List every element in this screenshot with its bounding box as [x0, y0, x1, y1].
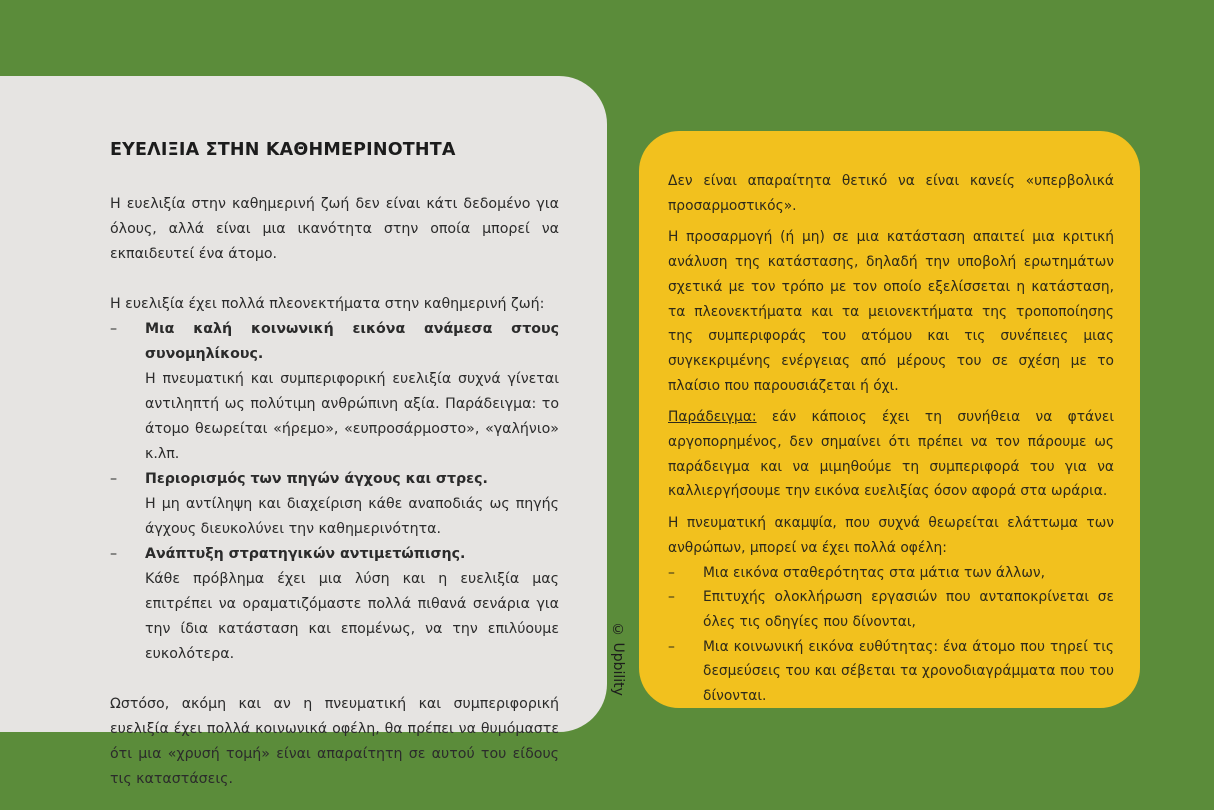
list-dash: –: [668, 589, 675, 606]
list-item-text: Μια κοινωνική εικόνα ευθύτητας: ένα άτομο που τηρεί τις δεσμεύσεις του και σέβεται τα χρονοδιαγράμματα που του δίνονται.: [703, 638, 1114, 705]
right-paragraph-4: Η πνευματική ακαμψία, που συχνά θεωρείται ελάττωμα των ανθρώπων, μπορεί να έχει πολλά οφέλη:: [668, 515, 1114, 556]
list-dash: –: [110, 471, 118, 487]
intro-paragraph: Η ευελιξία στην καθημερινή ζωή δεν είναι κάτι δεδομένο για όλους, αλλά είναι μια ικανότητα στην οποία μπορεί να εκπαιδευτεί ένα άτομο.: [110, 196, 559, 262]
list-item-heading: Μια καλή κοινωνική εικόνα ανάμεσα στους συνομηλίκους.: [145, 321, 559, 362]
list-item-heading: Περιορισμός των πηγών άγχους και στρες.: [145, 471, 488, 487]
list-item-heading: Ανάπτυξη στρατηγικών αντιμετώπισης.: [145, 546, 466, 562]
list-dash: –: [110, 546, 118, 562]
list-item: [668, 585, 1114, 634]
list-item: [110, 317, 559, 467]
list-item-body: Η πνευματική και συμπεριφορική ευελιξία συχνά γίνεται αντιληπτή ως πολύτιμη ανθρώπινη αξία. Παράδειγμα: το άτομο θεωρείται «ήρεμο», «ευπροσάρμοστο», «γαλήνιο» κ.λπ.: [145, 371, 559, 462]
spacer: [110, 667, 559, 692]
list-item: [110, 467, 559, 542]
list-item-text: Μια εικόνα σταθερότητας στα μάτια των άλλων,: [703, 564, 1045, 581]
example-text: εάν κάποιος έχει τη συνήθεια να φτάνει αργοπορημένος, δεν σημαίνει ότι πρέπει να τον πάρουμε ως παράδειγμα και να μιμηθούμε τη συμπεριφορά του για να καλλιεργήσουμε την εικόνα ευελιξίας όσον αφορά στα ωράρια.: [668, 409, 1114, 500]
list-item: [668, 561, 1114, 586]
list-item-body: Κάθε πρόβλημα έχει μια λύση και η ευελιξία μας επιτρέπει να οραματιζόμαστε πολλά πιθανά σενάρια για την ίδια κατάσταση και επομένως, να την επιλύουμε ευκολότερα.: [145, 571, 559, 662]
closing-paragraph: Ωστόσο, ακόμη και αν η πνευματική και συμπεριφορική ευελιξία έχει πολλά κοινωνικά οφέλη, θα πρέπει να θυμόμαστε ότι μια «χρυσή τομή» είναι απαραίτητη σε αυτού του είδους τις καταστάσεις.: [110, 696, 559, 787]
copyright-notice: © Upbility: [610, 622, 626, 696]
benefits-list: [110, 317, 559, 667]
right-paragraph-2: Η προσαρμογή (ή μη) σε μια κατάσταση απαιτεί μια κριτική ανάλυση της κατάστασης, δηλαδή την υποβολή ερωτημάτων σχετικά με τον τρόπο με τον οποίο εξελίσσεται η κατάσταση, τα πλεονεκτήματα και τα μειονεκτήματα της τροποποίησης της συμπεριφοράς του ατόμου και τις συνέπειες μιας συγκεκριμένης ενέργειας από μέρους του σε σχέση με το πλαίσιο που παρουσιάζεται ή όχι.: [668, 229, 1114, 394]
list-dash: –: [668, 638, 675, 655]
list-intro: Η ευελιξία έχει πολλά πλεονεκτήματα στην καθημερινή ζωή:: [110, 296, 545, 312]
list-item: [668, 635, 1114, 709]
right-card: [639, 131, 1140, 708]
spacer: [110, 267, 559, 292]
list-dash: –: [110, 321, 118, 337]
example-label: Παράδειγμα:: [668, 409, 757, 426]
example-paragraph: [668, 405, 1114, 504]
left-card: [0, 76, 607, 787]
section-title: ΕΥΕΛΙΞΙΑ ΣΤΗΝ ΚΑΘΗΜΕΡΙΝΟΤΗΤΑ: [110, 140, 456, 160]
rigidity-benefits-list: [668, 561, 1114, 709]
list-dash: –: [668, 564, 675, 581]
right-paragraph-1: Δεν είναι απαραίτητα θετικό να είναι κανείς «υπερβολικά προσαρμοστικός».: [668, 173, 1114, 214]
list-item-text: Επιτυχής ολοκλήρωση εργασιών που ανταποκρίνεται σε όλες τις οδηγίες που δίνονται,: [703, 589, 1114, 630]
list-item-body: Η μη αντίληψη και διαχείριση κάθε αναποδιάς ως πηγής άγχους διευκολύνει την καθημερινότητα.: [145, 496, 559, 537]
list-item: [110, 542, 559, 667]
